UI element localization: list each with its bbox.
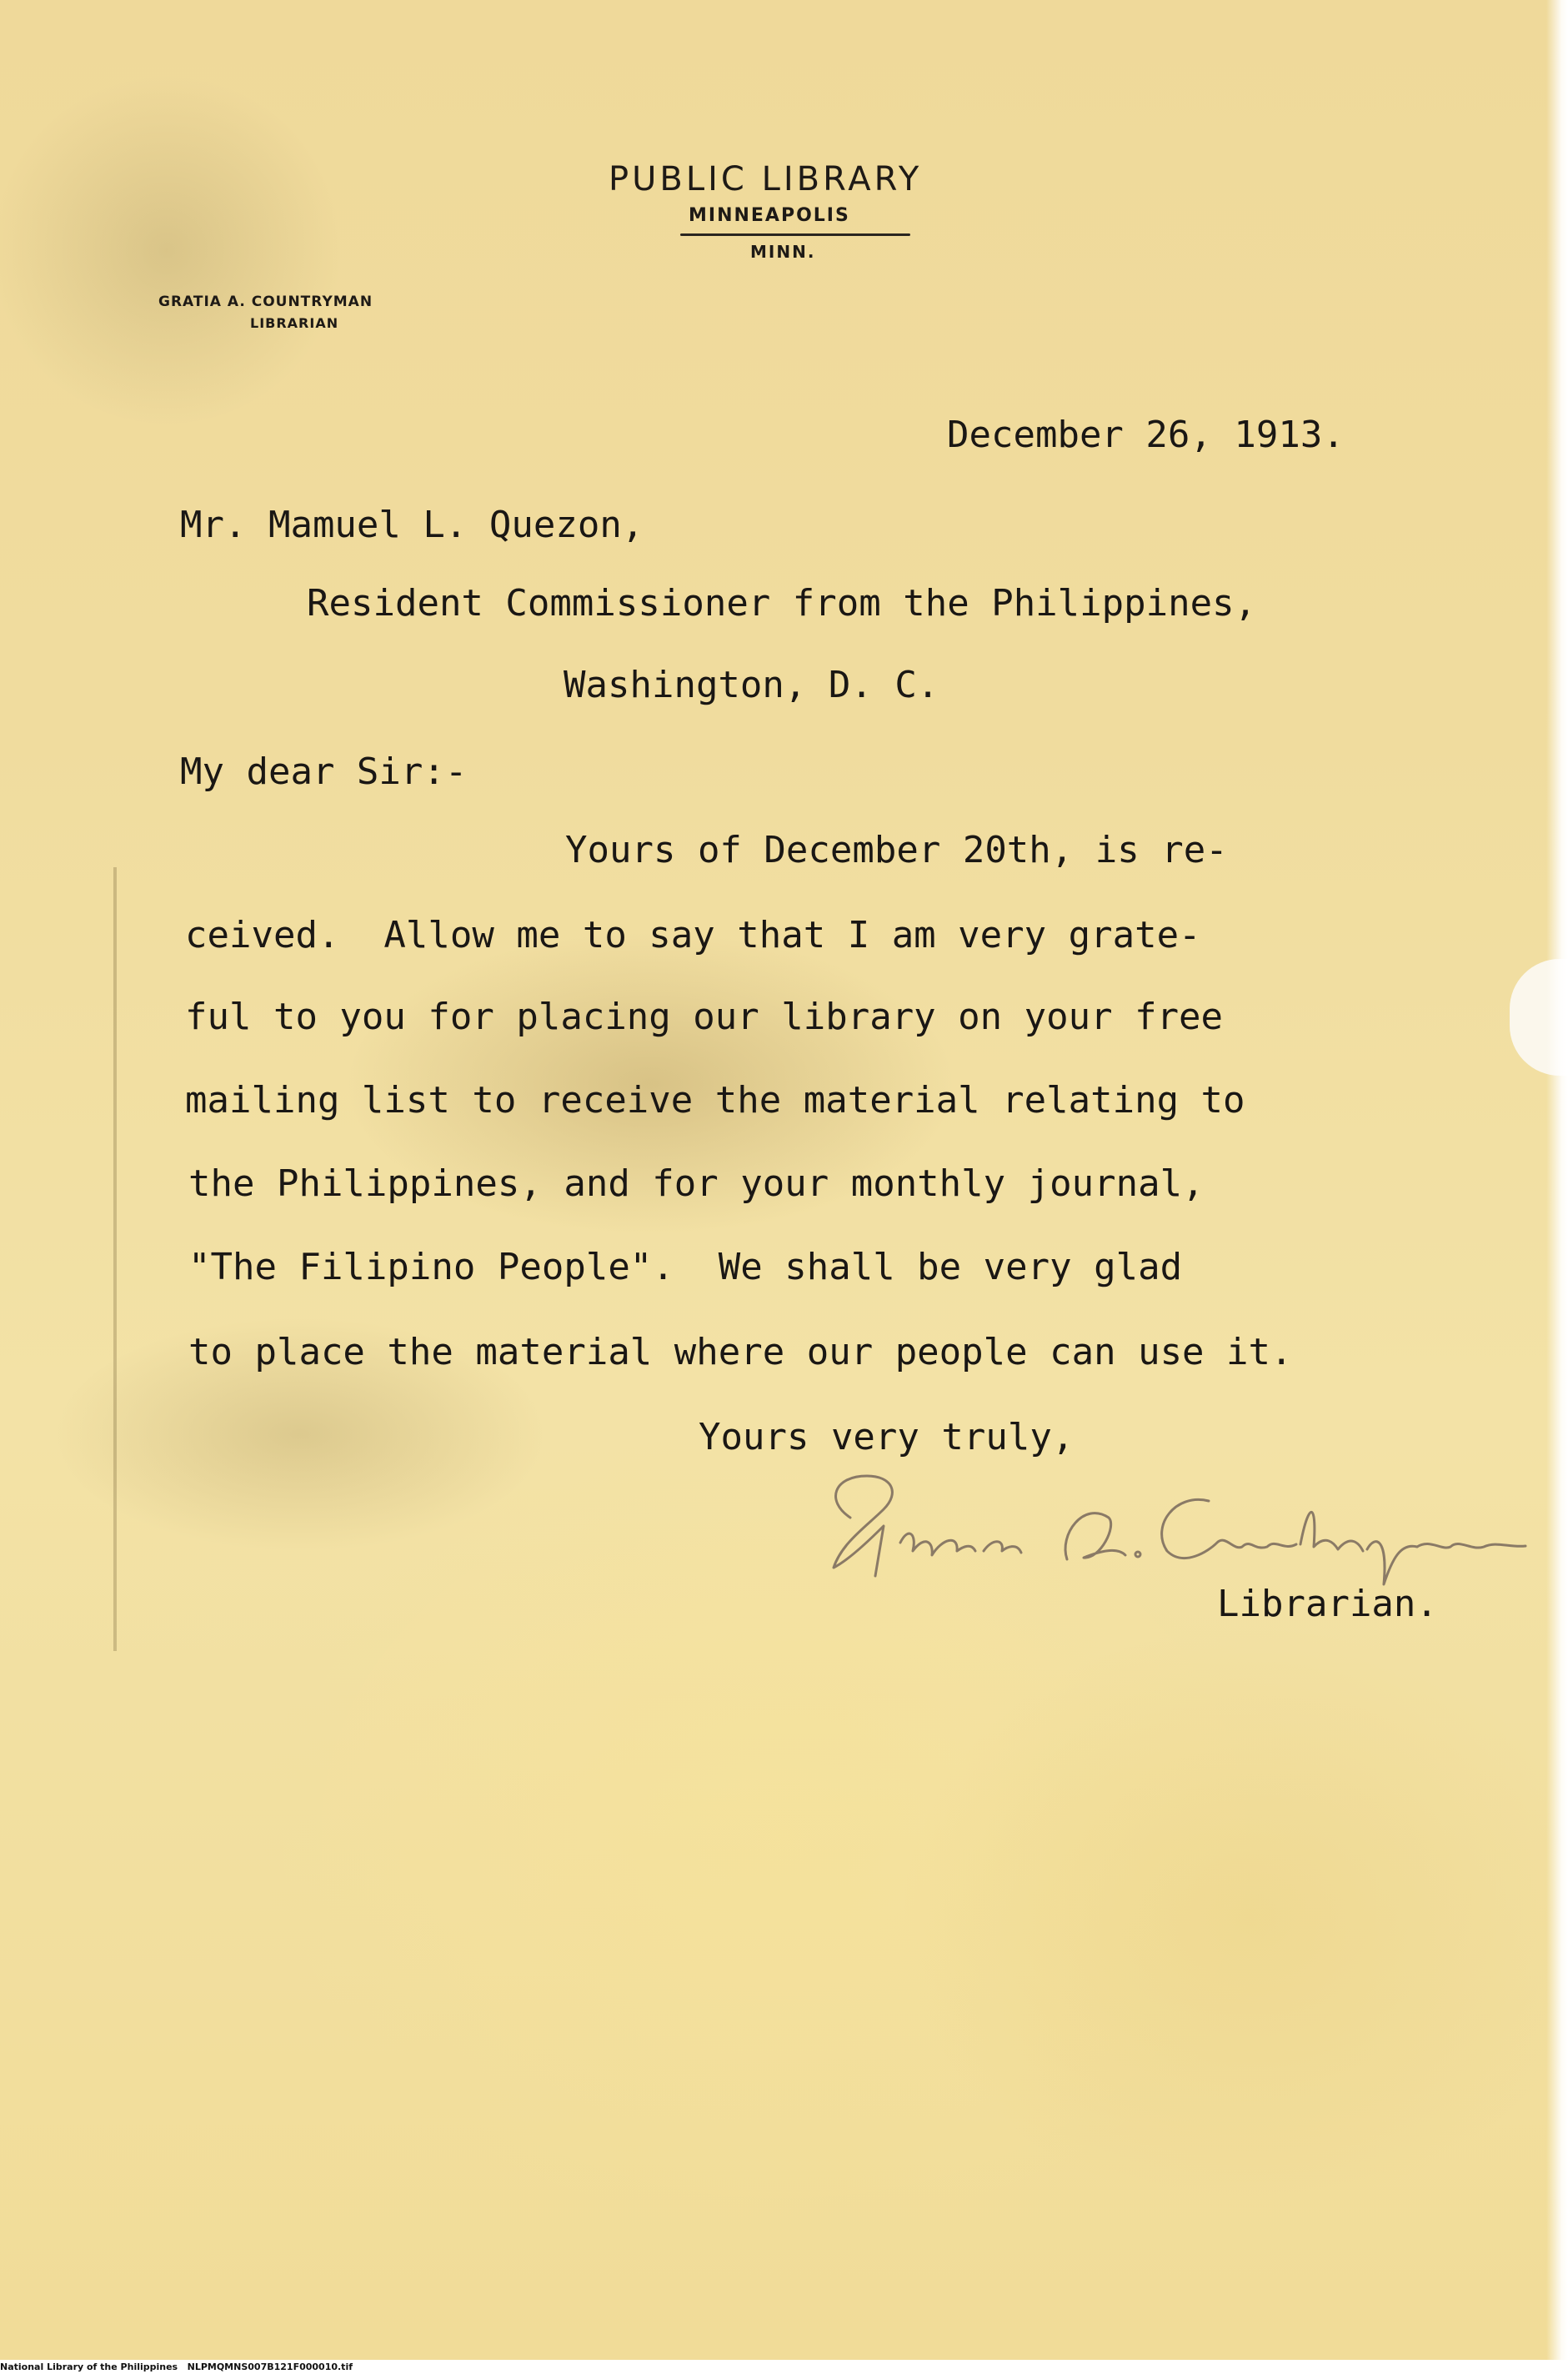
closing: Yours very truly, xyxy=(699,1416,1075,1458)
letterhead-state: MINN. xyxy=(750,242,816,262)
body-line: ful to you for placing our library on your free xyxy=(185,996,1224,1038)
letterhead-librarian-name: GRATIA A. COUNTRYMAN xyxy=(158,294,373,310)
letterhead-city: MINNEAPOLIS xyxy=(689,205,850,226)
letterhead-rule xyxy=(680,233,910,236)
body-line: ceived. Allow me to say that I am very grate- xyxy=(185,914,1201,956)
recipient-title: Resident Commissioner from the Philippines, xyxy=(307,582,1257,625)
body-line: mailing list to receive the material relating to xyxy=(185,1079,1245,1122)
letterhead-title: PUBLIC LIBRARY xyxy=(609,160,923,198)
letter-date: December 26, 1913. xyxy=(947,414,1345,456)
recipient-location: Washington, D. C. xyxy=(564,664,939,706)
archive-footer xyxy=(0,2361,353,2372)
body-line: "The Filipino People". We shall be very glad xyxy=(188,1246,1183,1288)
page-edge xyxy=(1546,0,1568,2360)
letterhead-librarian-role: LIBRARIAN xyxy=(250,315,339,331)
body-line: Yours of December 20th, is re- xyxy=(565,829,1228,871)
body-line: to place the material where our people can use it. xyxy=(188,1331,1293,1373)
fold-shadow xyxy=(113,867,117,1651)
recipient-name: Mr. Mamuel L. Quezon, xyxy=(180,504,644,546)
body-line: the Philippines, and for your monthly journal, xyxy=(188,1162,1205,1205)
signer-title: Librarian. xyxy=(1217,1583,1438,1625)
archive-name: National Library of the Philippines xyxy=(0,2361,178,2372)
file-id: NLPMQMNS007B121F000010.tif xyxy=(187,2361,353,2372)
salutation: My dear Sir:- xyxy=(180,750,468,793)
handwritten-signature xyxy=(817,1468,1534,1593)
